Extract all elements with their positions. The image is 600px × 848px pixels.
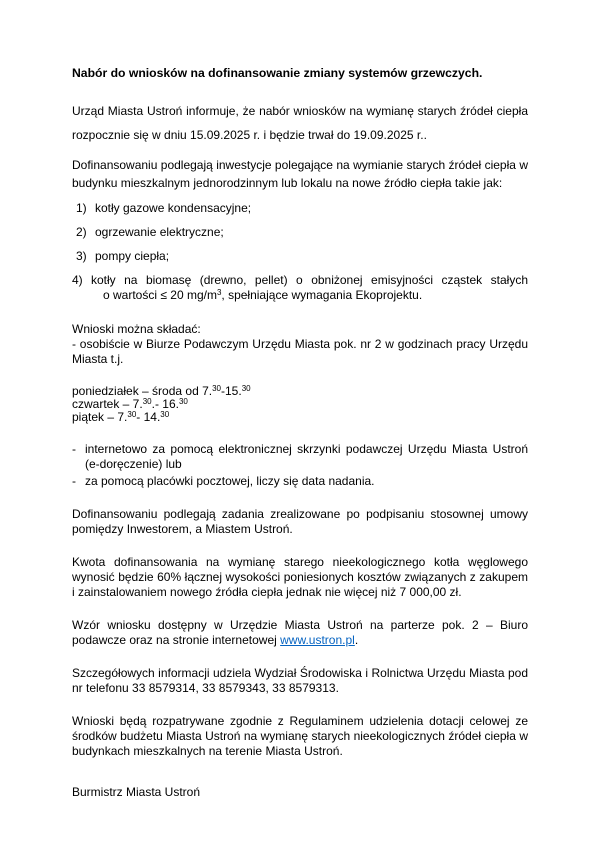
list-number: 1) xyxy=(76,201,87,215)
hours-row: czwartek – 7.30.- 16.30 xyxy=(72,397,188,411)
intro-line-1: Urząd Miasta Ustroń informuje, że nabór wniosków na wymianę starych źródeł ciepła xyxy=(72,104,528,118)
online-option-text: internetowo za pomocą elektronicznej skrzynki podawczej Urzędu Miasta Ustroń (e-doręczenie) lub xyxy=(85,442,528,471)
review-paragraph: Wnioski będą rozpatrywane zgodnie z Regulaminem udzielenia dotacji celowej ze środków budżetu Miasta Ustroń na wymianę starych nieekologicznych źródeł ciepła w budynkach mieszkalnych na terenie Miasta Ustroń. xyxy=(72,714,528,758)
list-item-biomass xyxy=(72,273,528,303)
contract-paragraph: Dofinansowaniu podlegają zadania zrealizowane po podpisaniu stosownej umowy pomiędzy Inwestorem, a Miastem Ustroń. xyxy=(72,507,528,536)
website-link[interactable]: www.ustron.pl xyxy=(280,633,355,647)
investments-intro: Dofinansowaniu podlegają inwestycje polegające na wymianie starych źródeł ciepła w budynku mieszkalnym jednorodzinnym lub lokalu na nowe źródło ciepła takie jak: xyxy=(72,158,528,190)
hours-row: piątek – 7.30- 14.30 xyxy=(72,410,170,424)
biomass-line-2: o wartości ≤ 20 $mg/m^3$, spełniające wymagania Ekoprojektu. xyxy=(103,288,423,302)
applications-in-person: - osobiście w Biurze Podawczym Urzędu Miasta pok. nr 2 w godzinach pracy Urzędu Miasta t.j. xyxy=(72,337,528,366)
heat-source-list xyxy=(72,201,528,264)
office-hours xyxy=(72,385,528,424)
list-text: kotły gazowe kondensacyjne; xyxy=(95,201,252,215)
info-paragraph: Szczegółowych informacji udziela Wydział Środowiska i Rolnictwa Urzędu Miasta pod nr telefonu 33 8579314, 33 8579343, 33 8579313. xyxy=(72,666,528,695)
intro-line-2: rozpocznie się w dniu 15.09.2025 r. i będzie trwał do 19.09.2025 r.. xyxy=(72,128,427,142)
online-option: - internetowo za pomocą elektronicznej skrzynki podawczej Urzędu Miasta Ustroń (e-doręczenie) lub xyxy=(72,442,528,471)
list-number: 4) xyxy=(72,273,83,287)
signature: Burmistrz Miasta Ustroń xyxy=(72,785,201,799)
biomass-line-1: kotły na biomasę (drewno, pellet) o obniżonej emisyjności cząstek stałych xyxy=(91,273,528,287)
list-text: ogrzewanie elektryczne; xyxy=(95,225,224,239)
form-paragraph: Wzór wniosku dostępny w Urzędzie Miasta Ustroń na parterze pok. 2 – Biuro podawcze oraz na stronie internetowej www.ustron.pl. xyxy=(72,618,528,647)
list-item xyxy=(76,249,528,264)
intro-paragraph xyxy=(72,99,528,147)
list-item xyxy=(76,225,528,240)
list-item xyxy=(76,201,528,216)
list-number: 3) xyxy=(76,249,87,263)
list-text: pompy ciepła; xyxy=(95,249,170,263)
post-option-text: za pomocą placówki pocztowej, liczy się data nadania. xyxy=(85,474,375,488)
amount-paragraph: Kwota dofinansowania na wymianę starego nieekologicznego kotła węglowego wynosić będzie 60% łącznej wysokości poniesionych kosztów związanych z zakupem i zainstalowaniem nowego źródła ciepła jednak nie więcej niż 7 000,00 zł. xyxy=(72,555,528,599)
hours-row: poniedziałek – środa od 7.30-15.30 xyxy=(72,384,251,398)
list-number: 2) xyxy=(76,225,87,239)
document-title: Nabór do wniosków na dofinansowanie zmiany systemów grzewczych. xyxy=(72,66,483,80)
document-page xyxy=(72,66,528,800)
post-option: - za pomocą placówki pocztowej, liczy się data nadania. xyxy=(72,474,528,489)
applications-heading: Wnioski można składać: xyxy=(72,322,201,336)
